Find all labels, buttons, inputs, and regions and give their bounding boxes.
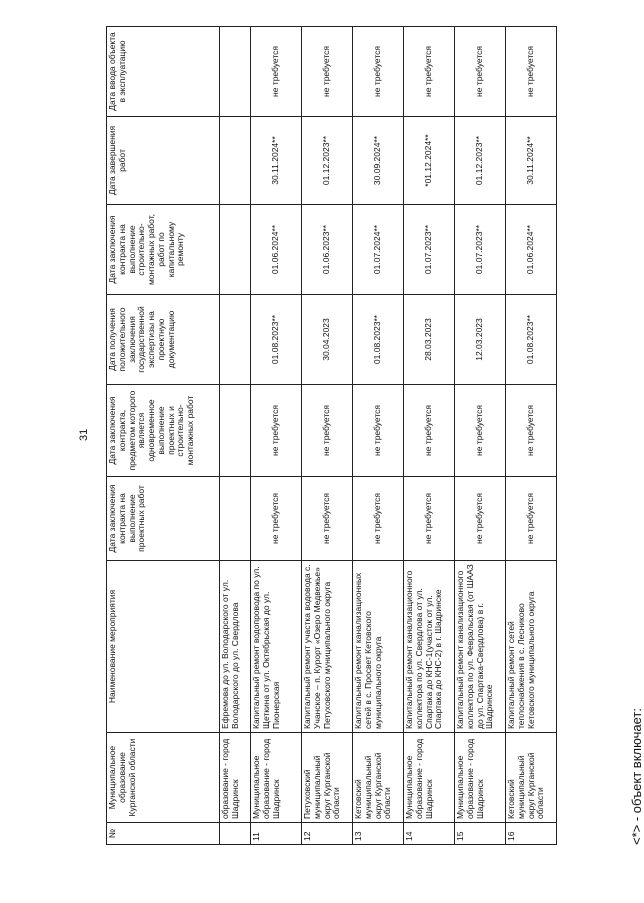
cell-measure: Капитальный ремонт сетей теплоснабжения в с. Лесниково Кетовского муниципального округа: [506, 561, 557, 733]
footnote: <*> - объект включает:: [629, 708, 644, 845]
cell-smr: 01.06.2023**: [302, 205, 353, 295]
cell-expertise: 01.08.2023**: [251, 295, 302, 385]
cell-empty: [220, 477, 251, 561]
header-smr-contract: Дата заключения контракта на выполнение строительно-монтажных работ, работ по капитальному ремонту: [107, 205, 220, 295]
cell-combined: не требуется: [353, 385, 404, 477]
cell-commission: не требуется: [353, 27, 404, 117]
cell-design: не требуется: [506, 477, 557, 561]
header-design-contract: Дата заключения контракта на выполнение проектных работ: [107, 477, 220, 561]
cell-municipality: Кетовский муниципальный округ Курганской области: [353, 733, 404, 823]
cell-completion: 30.11.2024**: [506, 117, 557, 205]
cell-commission: не требуется: [251, 27, 302, 117]
header-measure: Наименование мероприятия: [107, 561, 220, 733]
table-row: [353, 27, 404, 845]
cell-combined: не требуется: [404, 385, 455, 477]
cell-combined: не требуется: [251, 385, 302, 477]
header-combined-contract: Дата заключения контракта, предметом которого является одновременное выполнение проектных и строительно-монтажных работ: [107, 385, 220, 477]
rotated-page-content: [106, 27, 644, 845]
cell-empty: [220, 117, 251, 205]
cell-num: 16: [506, 823, 557, 845]
cell-smr: 01.06.2024**: [251, 205, 302, 295]
cell-commission: не требуется: [404, 27, 455, 117]
cell-combined: не требуется: [506, 385, 557, 477]
cell-expertise: 01.08.2023**: [353, 295, 404, 385]
page-number: 31: [78, 428, 90, 441]
cell-municipality: Муниципальное образование - город Шадринск: [404, 733, 455, 823]
cell-empty: [220, 27, 251, 117]
cell-smr: 01.06.2024**: [506, 205, 557, 295]
cell-expertise: 28.03.2023: [404, 295, 455, 385]
cell-expertise: 12.03.2023: [455, 295, 506, 385]
cell-expertise: 01.08.2023**: [506, 295, 557, 385]
cell-combined: не требуется: [455, 385, 506, 477]
cell-municipality: образование - город Шадринск: [220, 733, 251, 823]
header-completion: Дата завершения работ: [107, 117, 220, 205]
cell-measure: Капитальный ремонт канализационного коллектора по ул. Февральская (от ШААЗ до ул. Спартака-Свердлова) в г. Шадринске: [455, 561, 506, 733]
cell-expertise: 30.04.2023: [302, 295, 353, 385]
header-expertise: Дата получения положительного заключения государственной экспертизы на проектную документацию: [107, 295, 220, 385]
header-commission: Дата ввода объекта в эксплуатацию: [107, 27, 220, 117]
table-row: [404, 27, 455, 845]
cell-num: 11: [251, 823, 302, 845]
cell-empty: [220, 385, 251, 477]
cell-municipality: Петуховский муниципальный округ Курганской области: [302, 733, 353, 823]
cell-num: 15: [455, 823, 506, 845]
cell-measure: Капитальный ремонт канализационных сетей в с. Просвет Кетовского муниципального округа: [353, 561, 404, 733]
cell-commission: не требуется: [302, 27, 353, 117]
cell-measure: Капитальный ремонт участка водовода с. Учанское – п. Курорт «Озеро Медвежье» Петуховского муниципального округа: [302, 561, 353, 733]
cell-num: [220, 823, 251, 845]
cell-design: не требуется: [251, 477, 302, 561]
cell-completion: 30.09.2024**: [353, 117, 404, 205]
cell-measure: Капитальный ремонт канализационного коллектора по ул. Свердлова от ул. Спартака до КНС-1(участок от ул. Спартака до КНС-2) в г. Шадринске: [404, 561, 455, 733]
cell-municipality: Кетовский муниципальный округ Курганской области: [506, 733, 557, 823]
table-row-continuation: [220, 27, 251, 845]
table-row: [455, 27, 506, 845]
cell-smr: 01.07.2024**: [353, 205, 404, 295]
cell-smr: 01.07.2023**: [404, 205, 455, 295]
cell-design: не требуется: [404, 477, 455, 561]
table-row: [251, 27, 302, 845]
cell-design: не требуется: [302, 477, 353, 561]
cell-measure: Ефремова до ул. Володарского от ул. Володарского до ул. Свердлова: [220, 561, 251, 733]
cell-num: 14: [404, 823, 455, 845]
cell-combined: не требуется: [302, 385, 353, 477]
table-row: [506, 27, 557, 845]
table-row: [302, 27, 353, 845]
cell-measure: Капитальный ремонт водопровода по ул. Щеткина от ул. Октябрьская до ул. Пионерская: [251, 561, 302, 733]
cell-design: не требуется: [353, 477, 404, 561]
cell-completion: 30.11.2024**: [251, 117, 302, 205]
cell-completion: 01.12.2023**: [455, 117, 506, 205]
table-header-row: [107, 27, 220, 845]
cell-completion: 01.12.2023**: [302, 117, 353, 205]
cell-num: 12: [302, 823, 353, 845]
measures-table: [106, 26, 557, 845]
cell-design: не требуется: [455, 477, 506, 561]
cell-empty: [220, 295, 251, 385]
cell-empty: [220, 205, 251, 295]
cell-commission: не требуется: [506, 27, 557, 117]
cell-municipality: Муниципальное образование - город Шадринск: [455, 733, 506, 823]
header-municipality: Муниципальное образование Курганской области: [107, 733, 220, 823]
cell-completion: *01.12.2024**: [404, 117, 455, 205]
cell-smr: 01.07.2023**: [455, 205, 506, 295]
header-num: №: [107, 823, 220, 845]
cell-commission: не требуется: [455, 27, 506, 117]
cell-num: 13: [353, 823, 404, 845]
cell-municipality: Муниципальное образование - город Шадринск: [251, 733, 302, 823]
